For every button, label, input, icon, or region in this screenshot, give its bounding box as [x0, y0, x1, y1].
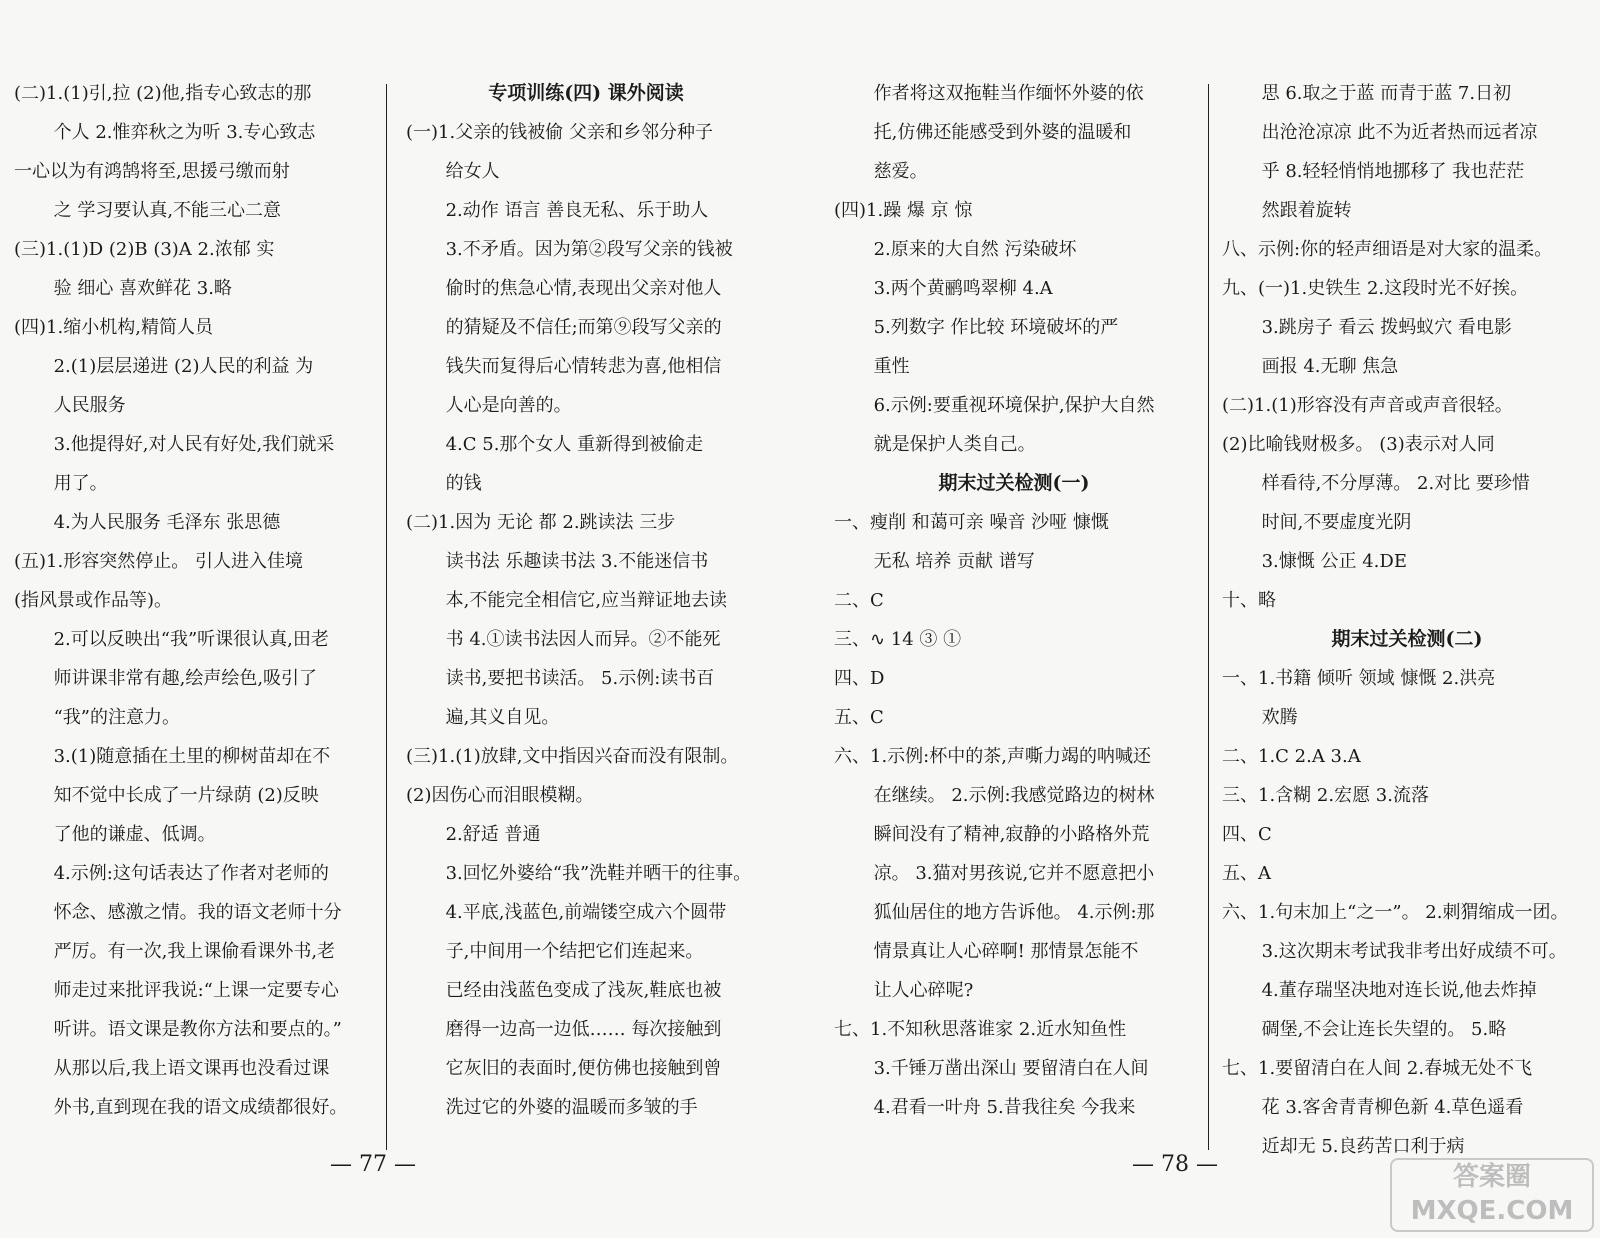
answer-line: 严厉。有一次,我上课偷看课外书,老: [53, 941, 336, 962]
answer-line: 3.他提得好,对人民有好处,我们就采: [53, 434, 335, 455]
answer-line: 人心是向善的。: [445, 395, 572, 416]
answer-line: 在继续。 2.示例:我感觉路边的树林: [873, 785, 1155, 806]
answer-line: 然跟着旋转: [1261, 200, 1352, 221]
answer-line: 书 4.①读书法因人而异。②不能死: [445, 629, 721, 650]
answer-line: (四)1.躁 爆 京 惊: [834, 200, 973, 221]
answer-line: 托,仿佛还能感受到外婆的温暖和: [873, 122, 1132, 143]
section-heading-final-test-1: 期末过关检测(一): [938, 472, 1090, 494]
answer-list-4a: [1222, 74, 1592, 620]
section-heading-special-training-4: 专项训练(四) 课外阅读: [488, 82, 684, 104]
answer-list-3a: [834, 74, 1194, 464]
answer-line: (二)1.因为 无论 都 2.跳读法 三步: [406, 512, 676, 533]
answer-line: 一心以为有鸿鹄将至,思援弓缴而射: [14, 161, 290, 182]
answer-line: 3.两个黄鹂鸣翠柳 4.A: [873, 278, 1053, 299]
page-number-right: — 78 —: [1132, 1152, 1218, 1177]
answer-line: 九、(一)1.史铁生 2.这段时光不好挨。: [1222, 278, 1529, 299]
answer-line: 样看待,不分厚薄。 2.对比 要珍惜: [1261, 473, 1530, 494]
answer-line: 慈爱。: [873, 161, 928, 182]
answer-line: 人民服务: [53, 395, 126, 416]
answer-line: 它灰旧的表面时,便仿佛也接触到曾: [445, 1058, 722, 1079]
answer-line: 近却无 5.良药苦口利于病: [1261, 1136, 1465, 1157]
answer-line: 师讲课非常有趣,绘声绘色,吸引了: [53, 668, 318, 689]
answer-line: 情景真让人心碎啊! 那情景怎能不: [873, 941, 1139, 962]
answer-line: 七、1.不知秋思落谁家 2.近水知鱼性: [834, 1019, 1127, 1040]
answer-line: 二、C: [834, 590, 884, 611]
answer-line: 二、1.C 2.A 3.A: [1222, 746, 1361, 767]
answer-list-3b: [834, 503, 1194, 1127]
answer-line: 三、∿ 14 ③ ①: [834, 629, 962, 650]
answer-line: 2.动作 语言 善良无私、乐于助人: [445, 200, 709, 221]
answer-line: 十、略: [1222, 590, 1276, 611]
answer-line: (三)1.(1)放肆,文中指因兴奋而没有限制。: [406, 746, 739, 767]
answer-list-2: [406, 113, 766, 1127]
answer-line: (2)因伤心而泪眼模糊。: [406, 785, 594, 806]
answer-line: (一)1.父亲的钱被偷 父亲和乡邻分种子: [406, 122, 713, 143]
answer-line: 三、1.含糊 2.宏愿 3.流落: [1222, 785, 1429, 806]
answer-line: 钱失而复得后心情转悲为喜,他相信: [445, 356, 722, 377]
answer-line: 的猜疑及不信任;而第⑨段写父亲的: [445, 317, 722, 338]
answer-line: 4.C 5.那个女人 重新得到被偷走: [445, 434, 704, 455]
answer-line: 已经由浅蓝色变成了浅灰,鞋底也被: [445, 980, 722, 1001]
answer-line: 狐仙居住的地方告诉他。 4.示例:那: [873, 902, 1155, 923]
answer-line: 子,中间用一个结把它们连起来。: [445, 941, 704, 962]
answer-line: 3.这次期末考试我非考出好成绩不可。: [1261, 941, 1567, 962]
answer-line: (2)比喻钱财极多。 (3)表示对人同: [1222, 434, 1495, 455]
answer-line: 2.原来的大自然 污染破坏: [873, 239, 1077, 260]
answer-column-1: [14, 74, 374, 1164]
section-heading-final-test-2: 期末过关检测(二): [1331, 628, 1483, 650]
answer-line: 4.为人民服务 毛泽东 张思德: [53, 512, 281, 533]
answer-line: (二)1.(1)引,拉 (2)他,指专心致志的那: [14, 83, 312, 104]
answer-line: 偷时的焦急心情,表现出父亲对他人: [445, 278, 722, 299]
answer-line: 6.示例:要重视环境保护,保护大自然: [873, 395, 1155, 416]
answer-line: 2.可以反映出“我”听课很认真,田老: [53, 629, 329, 650]
answer-line: 就是保护人类自己。: [873, 434, 1036, 455]
answer-line: 六、1.句末加上“之一”。 2.刺猬缩成一团。: [1222, 902, 1569, 923]
answer-line: 重性: [873, 356, 910, 377]
answer-line: 让人心碎呢?: [873, 980, 974, 1001]
answer-line: 2.(1)层层递进 (2)人民的利益 为: [53, 356, 314, 377]
answer-line: (四)1.缩小机构,精简人员: [14, 317, 213, 338]
answer-line: (指风景或作品等)。: [14, 590, 173, 611]
answer-line: 碉堡,不会让连长失望的。 5.略: [1261, 1019, 1507, 1040]
answer-line: 五、C: [834, 707, 884, 728]
answer-column-2: [406, 74, 766, 1164]
answer-line: 验 细心 喜欢鲜花 3.略: [53, 278, 232, 299]
answer-line: 5.列数字 作比较 环境破坏的严: [873, 317, 1119, 338]
answer-line: 3.跳房子 看云 拨蚂蚁穴 看电影: [1261, 317, 1512, 338]
answer-line: 4.平底,浅蓝色,前端镂空成六个圆带: [445, 902, 727, 923]
answer-line: 给女人: [445, 161, 500, 182]
answer-line: 了他的谦虚、低调。: [53, 824, 216, 845]
answer-line: 出沧沧凉凉 此不为近者热而远者凉: [1261, 122, 1538, 143]
answer-line: 读书,要把书读活。 5.示例:读书百: [445, 668, 715, 689]
answer-line: 外书,直到现在我的语文成绩都很好。: [53, 1097, 348, 1118]
answer-line: 时间,不要虚度光阴: [1261, 512, 1412, 533]
answer-line: (五)1.形容突然停止。 引人进入佳境: [14, 551, 303, 572]
answer-list-4b: [1222, 659, 1592, 1164]
page-number-left: — 77 —: [330, 1152, 416, 1177]
answer-line: 3.不矛盾。因为第②段写父亲的钱被: [445, 239, 733, 260]
answer-line: 四、D: [834, 668, 885, 689]
answer-column-4: [1222, 74, 1592, 1164]
answer-line: 听讲。语文课是教你方法和要点的。”: [53, 1019, 342, 1040]
answer-line: 作者将这双拖鞋当作缅怀外婆的依: [873, 83, 1144, 104]
answer-line: 凉。 3.猫对男孩说,它并不愿意把小: [873, 863, 1155, 884]
answer-line: 个人 2.惟弈秋之为听 3.专心致志: [53, 122, 316, 143]
answer-line: 从那以后,我上语文课再也没看过课: [53, 1058, 330, 1079]
answer-column-3: [834, 74, 1194, 1164]
answer-line: 四、C: [1222, 824, 1272, 845]
answer-line: (三)1.(1)D (2)B (3)A 2.浓郁 实: [14, 239, 275, 260]
answer-line: 画报 4.无聊 焦急: [1261, 356, 1399, 377]
answer-line: 遍,其义自见。: [445, 707, 560, 728]
answer-line: 4.示例:这句话表达了作者对老师的: [53, 863, 329, 884]
answer-line: 读书法 乐趣读书法 3.不能迷信书: [445, 551, 709, 572]
answer-line: 本,不能完全相信它,应当辩证地去读: [445, 590, 728, 611]
answer-line: 4.董存瑞坚决地对连长说,他去炸掉: [1261, 980, 1537, 1001]
answer-line: 七、1.要留清白在人间 2.春城无处不飞: [1222, 1058, 1533, 1079]
column-divider-left: [386, 84, 387, 1150]
column-divider-right: [1208, 84, 1209, 1150]
answer-line: 知不觉中长成了一片绿荫 (2)反映: [53, 785, 319, 806]
answer-line: 欢腾: [1261, 707, 1298, 728]
answer-line: 五、A: [1222, 863, 1271, 884]
answer-line: 六、1.示例:杯中的茶,声嘶力竭的呐喊还: [834, 746, 1151, 767]
answer-line: 瞬间没有了精神,寂静的小路格外荒: [873, 824, 1150, 845]
answer-line: 思 6.取之于蓝 而青于蓝 7.日初: [1261, 83, 1512, 104]
answer-line: 师走过来批评我说:“上课一定要专心: [53, 980, 339, 1001]
watermark-text-2: MXQE.COM: [1410, 1196, 1574, 1226]
answer-line: (二)1.(1)形容没有声音或声音很轻。: [1222, 395, 1513, 416]
answer-line: 花 3.客舍青青柳色新 4.草色遥看: [1261, 1097, 1524, 1118]
watermark-logo: [1390, 1158, 1594, 1232]
answer-line: 4.君看一叶舟 5.昔我往矣 今我来: [873, 1097, 1136, 1118]
answer-line: 3.回忆外婆给“我”洗鞋并晒干的往事。: [445, 863, 752, 884]
answer-line: 之 学习要认真,不能三心二意: [53, 200, 282, 221]
answer-line: 八、示例:你的轻声细语是对大家的温柔。: [1222, 239, 1553, 260]
answer-line: 用了。: [53, 473, 108, 494]
answer-line: 一、瘦削 和蔼可亲 噪音 沙哑 慷慨: [834, 512, 1109, 533]
answer-line: “我”的注意力。: [53, 707, 180, 728]
answer-line: 磨得一边高一边低…… 每次接触到: [445, 1019, 722, 1040]
answer-line: 3.千锤万凿出深山 要留清白在人间: [873, 1058, 1149, 1079]
answer-line: 无私 培养 贡献 谱写: [873, 551, 1035, 572]
answer-line: 3.慷慨 公正 4.DE: [1261, 551, 1407, 572]
answer-line: 乎 8.轻轻悄悄地挪移了 我也茫茫: [1261, 161, 1525, 182]
answer-line: 3.(1)随意插在土里的柳树苗却在不: [53, 746, 331, 767]
answer-line: 2.舒适 普通: [445, 824, 541, 845]
answer-line: 一、1.书籍 倾听 领域 慷慨 2.洪亮: [1222, 668, 1496, 689]
answer-line: 洗过它的外婆的温暖而多皱的手: [445, 1097, 698, 1118]
answer-line: 的钱: [445, 473, 482, 494]
answer-line: 怀念、感激之情。我的语文老师十分: [53, 902, 342, 923]
watermark-text-1: 答案圈: [1452, 1162, 1531, 1192]
